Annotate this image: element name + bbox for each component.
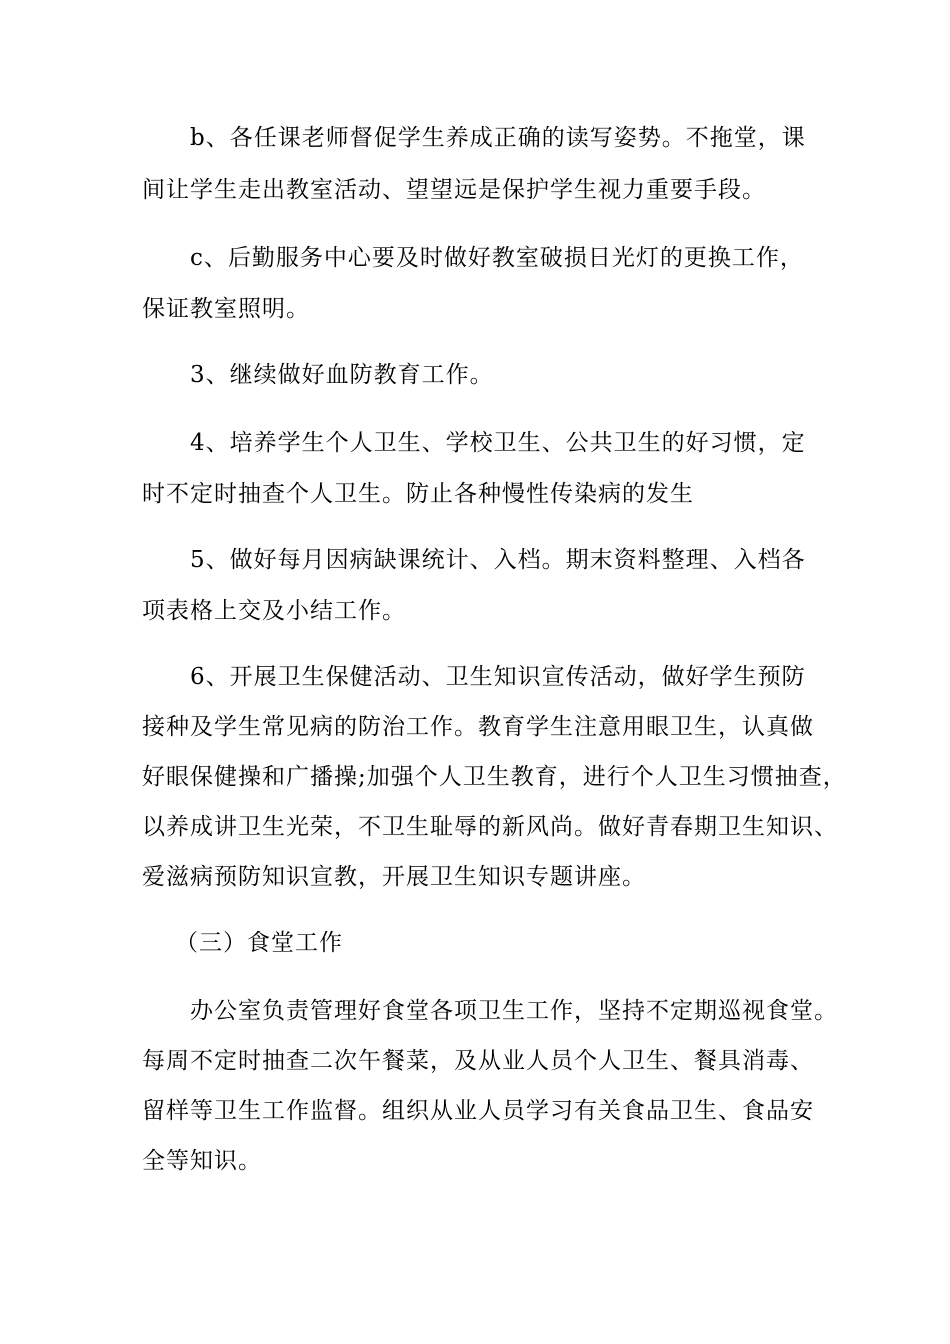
item-4-line-2: 时不定时抽查个人卫生。防止各种慢性传染病的发生 <box>142 481 694 507</box>
item-6-line-1: 6、开展卫生保健活动、卫生知识宣传活动，做好学生预防 <box>190 664 806 690</box>
item-4-line-1: 4、培养学生个人卫生、学校卫生、公共卫生的好习惯，定 <box>190 430 806 456</box>
paragraph-c-line-1: c、后勤服务中心要及时做好教室破损日光灯的更换工作， <box>190 245 804 271</box>
canteen-para-line-1: 办公室负责管理好食堂各项卫生工作，坚持不定期巡视食堂。 <box>190 998 838 1024</box>
paragraph-b-line-2: 间让学生走出教室活动、望望远是保护学生视力重要手段。 <box>142 177 766 203</box>
item-5-line-1: 5、做好每月因病缺课统计、入档。期末资料整理、入档各 <box>190 547 806 573</box>
section-heading-canteen: （三）食堂工作 <box>175 930 343 956</box>
item-6-line-5: 爱滋病预防知识宣教，开展卫生知识专题讲座。 <box>142 864 646 890</box>
item-6-line-4: 以养成讲卫生光荣，不卫生耻辱的新风尚。做好青春期卫生知识、 <box>142 814 838 840</box>
item-3-line-1: 3、继续做好血防教育工作。 <box>190 362 494 388</box>
item-6-line-3: 好眼保健操和广播操;加强个人卫生教育，进行个人卫生习惯抽查， <box>142 764 847 790</box>
item-5-line-2: 项表格上交及小结工作。 <box>142 598 406 624</box>
item-6-line-2: 接种及学生常见病的防治工作。教育学生注意用眼卫生，认真做 <box>142 714 814 740</box>
paragraph-b-line-1: b、各任课老师督促学生养成正确的读写姿势。不拖堂，课 <box>190 125 806 151</box>
canteen-para-line-2: 每周不定时抽查二次午餐菜，及从业人员个人卫生、餐具消毒、 <box>142 1048 814 1074</box>
canteen-para-line-3: 留样等卫生工作监督。组织从业人员学习有关食品卫生、食品安 <box>142 1098 814 1124</box>
canteen-para-line-4: 全等知识。 <box>142 1148 262 1174</box>
paragraph-c-line-2: 保证教室照明。 <box>142 296 310 322</box>
